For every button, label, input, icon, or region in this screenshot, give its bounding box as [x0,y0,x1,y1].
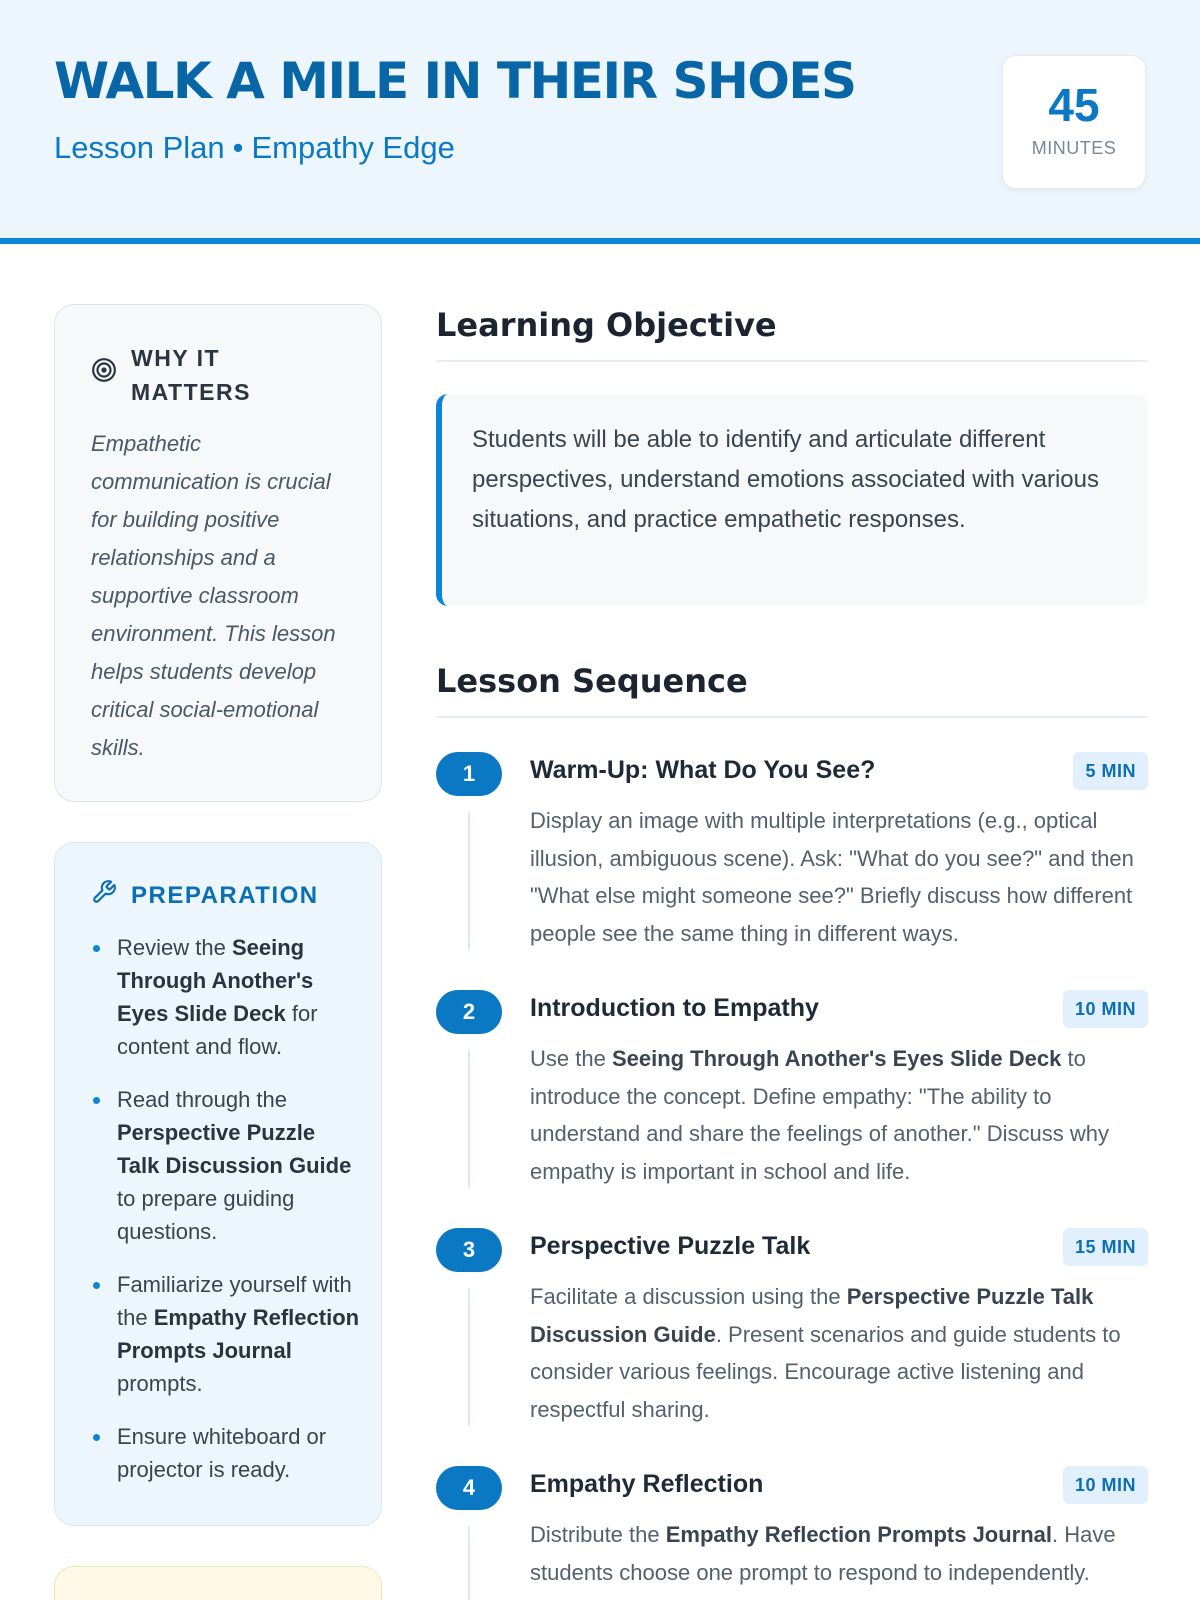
page-title: WALK A MILE IN THEIR SHOES [54,52,856,110]
step-time-badge: 5 MIN [1073,752,1148,790]
why-text: Empathetic communication is crucial for building positive relationships and a supportive classroom environment. This lesson helps students develop critical social-emotional skills. [91,431,336,760]
step-title: Empathy Reflection [530,1470,764,1498]
duration-value: 45 [1048,79,1100,131]
step-time-badge: 10 MIN [1063,1466,1148,1504]
sequence-heading: Lesson Sequence [436,662,1148,718]
subtitle-course: Empathy Edge [251,130,455,165]
duration-unit: MINUTES [1031,138,1117,158]
step-number: 1 [436,752,502,796]
subtitle-separator: • [232,130,244,165]
step-description: Use the Seeing Through Another's Eyes Slide Deck to introduce the concept. Define empathy: "The ability to understand and share the feelings of another." Discuss why empathy is important in school and life. [530,1046,1109,1184]
wrench-icon [91,879,117,905]
step-connector [468,1526,470,1600]
step-title: Introduction to Empathy [530,994,819,1022]
prep-label: PREPARATION [131,882,319,909]
step-time-badge: 15 MIN [1063,1228,1148,1266]
next-card [54,1566,382,1600]
step-time-badge: 10 MIN [1063,990,1148,1028]
list-item: Ensure whiteboard or projector is ready. [91,1420,361,1486]
step-description: Display an image with multiple interpretations (e.g., optical illusion, ambiguous scene). Ask: "What do you see?" and then "What else might someone see?" Briefly discuss how different people see the same thing in different ways. [530,808,1134,946]
step-number: 3 [436,1228,502,1272]
page-subtitle [54,130,455,166]
step-description: Distribute the Empathy Reflection Prompts Journal. Have students choose one prompt to respond to independently. [530,1522,1116,1585]
list-item: Review the Seeing Through Another's Eyes Slide Deck for content and flow. [91,931,361,1063]
list-item: Read through the Perspective Puzzle Talk Discussion Guide to prepare guiding questions. [91,1083,361,1248]
prep-list [91,931,361,1506]
step-title: Warm-Up: What Do You See? [530,756,876,784]
step-number: 4 [436,1466,502,1510]
subtitle-doc-type: Lesson Plan [54,130,225,165]
page-header [0,0,1200,244]
prep-header [91,879,319,913]
objective-heading: Learning Objective [436,306,1148,362]
why-label: WHY IT MATTERS [131,345,251,405]
step-connector [468,812,470,950]
preparation-card [54,842,382,1526]
step-description: Facilitate a discussion using the Perspective Puzzle Talk Discussion Guide. Present scenarios and guide students to consider various feelings. Encourage active listening and respectful sharing. [530,1284,1121,1422]
why-header [91,341,281,409]
step-number: 2 [436,990,502,1034]
why-it-matters-card [54,304,382,802]
step-title: Perspective Puzzle Talk [530,1232,811,1260]
target-icon [91,357,117,383]
list-item: Familiarize yourself with the Empathy Reflection Prompts Journal prompts. [91,1268,361,1400]
duration-card [1002,55,1146,189]
step-connector [468,1288,470,1426]
objective-box: Students will be able to identify and articulate different perspectives, understand emotions associated with various situations, and practice empathetic responses. [436,394,1148,606]
step-connector [468,1050,470,1188]
